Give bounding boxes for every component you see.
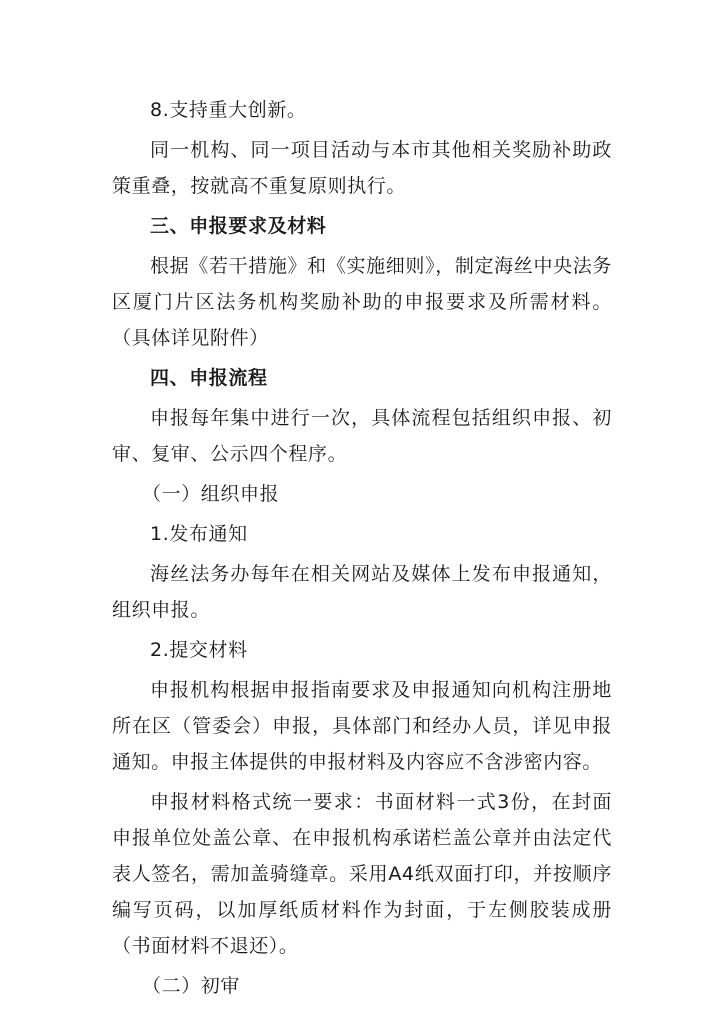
section-heading-process: 四、申报流程 [150, 367, 268, 389]
document-body [112, 92, 612, 1004]
item-heading-notice: 1.发布通知 [150, 523, 248, 545]
paragraph-format-requirements: 申报材料格式统一要求：书面材料一式3份，在封面申报单位处盖公章、在申报机构承诺栏盖公章并由法定代表人签名，需加盖骑缝章。采用A4纸双面打印，并按顺序编写页码，以加厚纸质材料作为封面，于左侧胶装成册（书面材料不退还）。 [112, 791, 612, 957]
subsection-heading-initial-review: （二）初审 [142, 975, 241, 997]
subsection-heading-organize: （一）组织申报 [142, 483, 280, 505]
section-heading-requirements: 三、申报要求及材料 [150, 215, 327, 237]
paragraph-process-overview: 申报每年集中进行一次，具体流程包括组织申报、初审、复审、公示四个程序。 [112, 407, 612, 465]
paragraph-submit: 申报机构根据申报指南要求及申报通知向机构注册地所在区（管委会）申报，具体部门和经办人员，详见申报通知。申报主体提供的申报材料及内容应不含涉密内容。 [112, 679, 612, 773]
item-heading-submit: 2.提交材料 [150, 639, 248, 661]
paragraph-requirements: 根据《若干措施》和《实施细则》，制定海丝中央法务区厦门片区法务机构奖励补助的申报要求及所需材料。（具体详见附件） [112, 255, 612, 349]
paragraph-notice: 海丝法务办每年在相关网站及媒体上发布申报通知，组织申报。 [112, 563, 612, 621]
paragraph-item-8: 8.支持重大创新。 [150, 99, 307, 121]
paragraph-overlap-rule: 同一机构、同一项目活动与本市其他相关奖励补助政策重叠，按就高不重复原则执行。 [112, 139, 612, 197]
